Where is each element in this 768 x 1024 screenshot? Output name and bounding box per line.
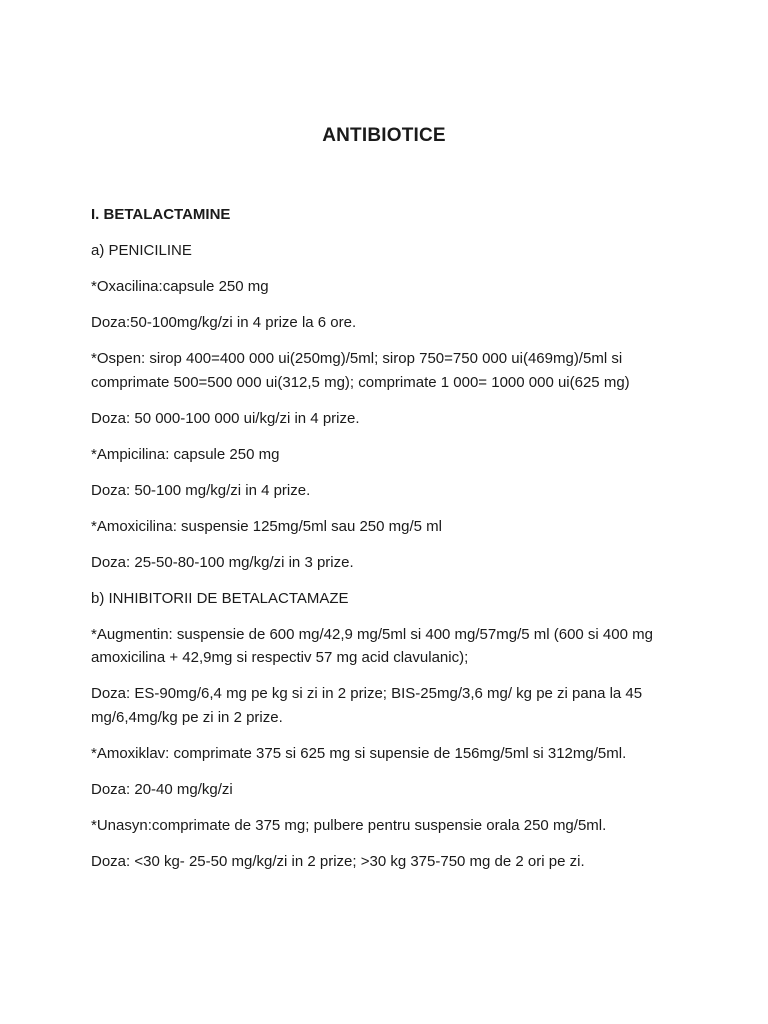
section-heading: I. BETALACTAMINE [91,206,231,223]
dose-ampicilina: Doza: 50-100 mg/kg/zi in 4 prize. [91,481,311,499]
subsection-heading-peniciline: a) PENICILINE [91,242,192,259]
document-title: ANTIBIOTICE [322,125,446,146]
drug-entry-unasyn: *Unasyn:comprimate de 375 mg; pulbere pentru suspensie orala 250 mg/5ml. [91,816,607,834]
drug-entry-oxacilina: *Oxacilina:capsule 250 mg [91,278,269,295]
drug-entry-amoxiklav: *Amoxiklav: comprimate 375 si 625 mg si supensie de 156mg/5ml si 312mg/5ml. [91,744,627,762]
dose-augmentin: Doza: ES-90mg/6,4 mg pe kg si zi in 2 prize; BIS-25mg/3,6 mg/ kg pe zi pana la 45 mg/6,4mg/kg pe zi in 2 prize. [91,685,643,726]
drug-entry-amoxicilina: *Amoxicilina: suspensie 125mg/5ml sau 250 mg/5 ml [91,517,442,535]
drug-entry-ampicilina: *Ampicilina: capsule 250 mg [91,445,280,463]
dose-ospen: Doza: 50 000-100 000 ui/kg/zi in 4 prize. [91,409,360,427]
dose-amoxicilina: Doza: 25-50-80-100 mg/kg/zi in 3 prize. [91,553,354,571]
drug-entry-ospen: *Ospen: sirop 400=400 000 ui(250mg)/5ml; sirop 750=750 000 ui(469mg)/5ml si comprimate 500=500 000 ui(312,5 mg); comprimate 1 000= 1000 000 ui(625 mg) [91,350,630,391]
dose-unasyn: Doza: <30 kg- 25-50 mg/kg/zi in 2 prize; >30 kg 375-750 mg de 2 ori pe zi. [91,852,585,870]
drug-entry-augmentin: *Augmentin: suspensie de 600 mg/42,9 mg/5ml si 400 mg/57mg/5 ml (600 si 400 mg amoxicilina + 42,9mg si respectiv 57 mg acid clavulanic); [91,625,653,666]
dose-oxacilina: Doza:50-100mg/kg/zi in 4 prize la 6 ore. [91,314,357,331]
dose-amoxiklav: Doza: 20-40 mg/kg/zi [91,780,233,798]
document-body [91,203,681,886]
subsection-heading-inhibitori: b) INHIBITORII DE BETALACTAMAZE [91,589,349,607]
